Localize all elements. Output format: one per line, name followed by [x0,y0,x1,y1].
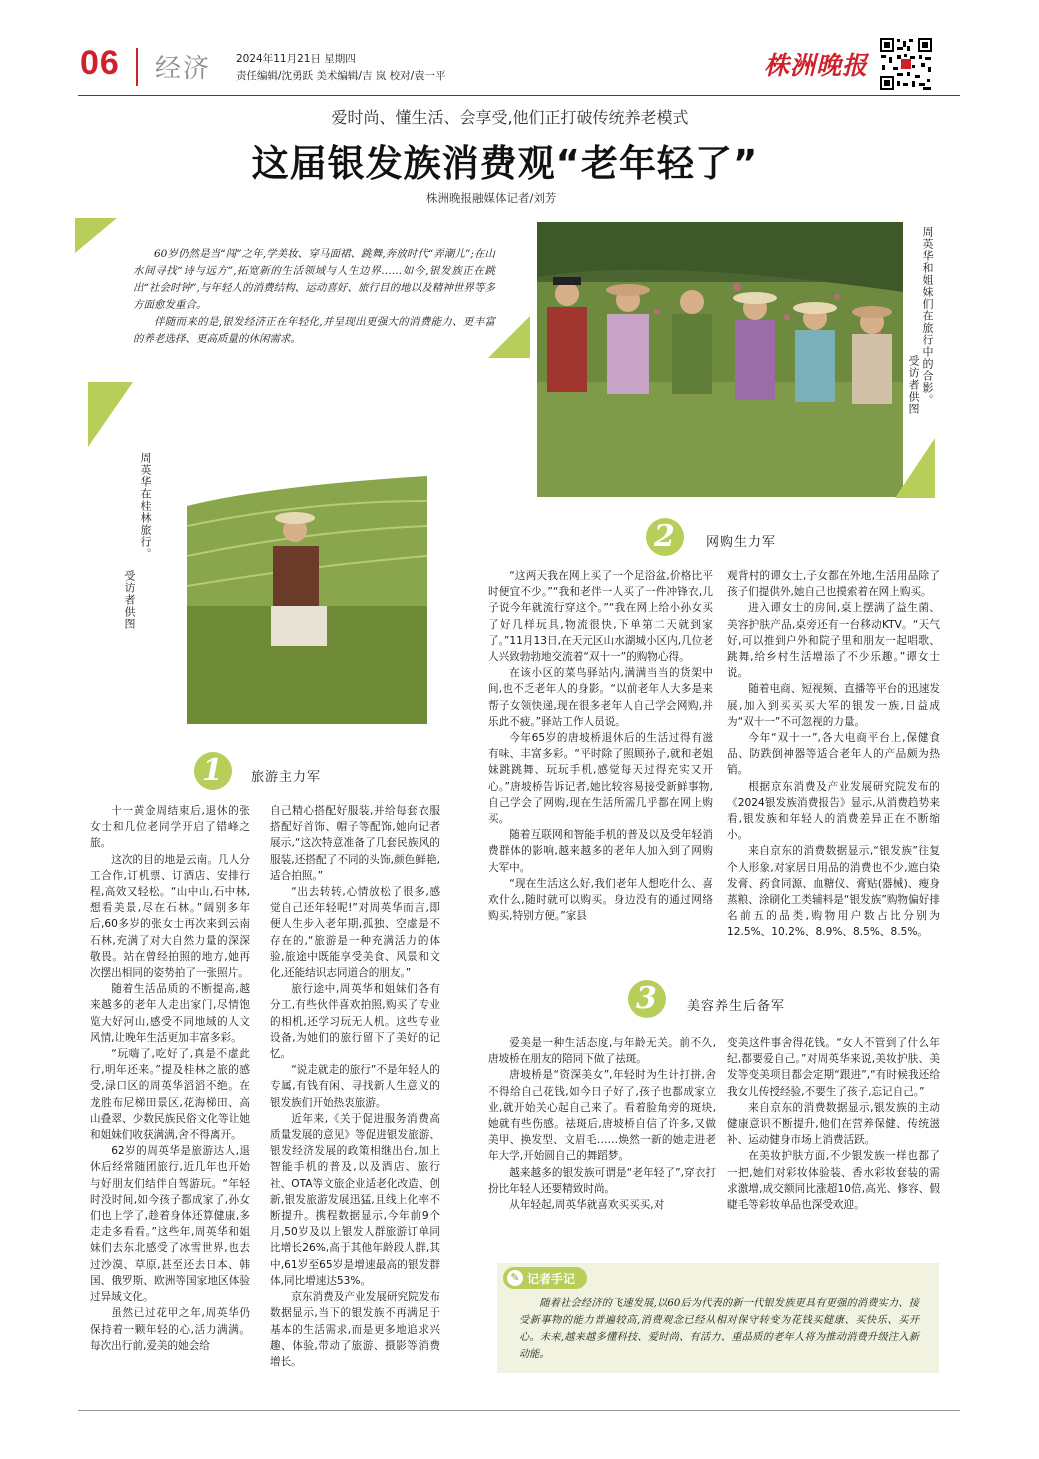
paragraph: 来自京东的消费数据显示,“银发族”往复个人形象,对家居日用品的消费也不少,遮白染发膏、药食同源、血糖仪、膏贴(器械)、瘦身蒸粮、涂刷化工类辅料是“银发族”购物偏好排名前五的品类,购物用户数占比分别为12.5%、10.2%、8.9%、8.5%、8.5%。 [727,845,940,939]
column-6 [727,1035,940,1213]
paragraph: 旅行途中,周英华和姐妹们各有分工,有些伙伴喜欢拍照,购买了专业的相机,还学习玩无人机。这些专业设备,为她们的旅行留下了美好的记忆。 [270,983,440,1061]
paragraph: “说走就走的旅行”不是年轻人的专属,有钱有闲、寻找新人生意义的银发族们开始热衷旅游。 [270,1064,440,1109]
paragraph: 今年65岁的唐坡桥退休后的生活过得有滋有味、丰富多彩。“平时除了照顾孙子,就和老姐妹跳跳舞、玩玩手机,感觉每天过得充实又开心。”唐坡桥告诉记者,她比较容易接受新鲜事物,自己学会了网购,现在生活所需几乎都在网上购买。 [488,732,713,826]
paragraph: 这次的目的地是云南。几人分工合作,订机票、订酒店、安排行程,高效又轻松。“山中山,石中林,想看美景,尽在石林。”阔别多年后,60多岁的张女士再次来到云南石林,充满了对大自然力量的深深敬畏。站在曾经拍照的地方,她再次摆出相同的姿势拍了一张照片。 [90,853,250,980]
pen-icon: ✎ [507,1270,523,1286]
section-name: 经济 [155,54,212,84]
left-photo-credit: 受访者供图 [123,570,136,630]
issue-date: 2024年11月21日 星期四 [236,53,356,65]
group-photo [537,222,903,497]
caption-corner [88,382,133,451]
intro-box [75,218,530,358]
column-1 [90,803,250,1354]
byline: 株洲晚报融媒体记者/刘芳 [426,191,557,205]
paragraph: 十一黄金周结束后,退休的张女士和几位老同学开启了错峰之旅。 [90,805,250,850]
column-4 [727,568,940,941]
header-rule [78,95,960,96]
section-1-title: 旅游主力军 [251,770,322,785]
left-photo-caption: 周英华在桂林旅行。 [139,452,152,560]
right-photo-caption: 周英华和姐妹们在旅行中的合影。 [921,226,934,406]
page-number: 06 [80,44,120,82]
qr-code[interactable] [879,37,933,91]
paragraph: 唐坡桥是“资深美女”,年轻时为生计打拼,舍不得给自己花钱,如今日子好了,孩子也都成家立业,就开始关心起自己来了。看着脸角旁的斑块,她就有些伤感。祛斑后,唐坡桥自信了许多,又做美甲、换发型、文眉毛……焕然一新的她走进老年大学,开始圆自己的舞蹈梦。 [488,1069,716,1163]
notes-label-tab [503,1267,587,1289]
paragraph: 在该小区的菜鸟驿站内,满满当当的货架中间,也不乏老年人的身影。“以前老年人大多是来帮子女领快递,现在很多老年人自己学会网购,并乐此不疲。”驿站工作人员说。 [488,667,713,728]
headline-kicker: 爱时尚、懂生活、会享受,他们正打破传统养老模式 [331,108,689,127]
paragraph: 京东消费及产业发展研究院发布数据显示,当下的银发族不再满足于基本的生活需求,而是更多地追求兴趣、体验,带动了旅游、摄影等消费增长。 [270,1291,440,1368]
intro-paragraph: 伴随而来的是,银发经济正在年轻化,并呈现出更强大的消费能力、更丰富的养老选择、更高质量的休闲需求。 [133,316,495,345]
paragraph: 在美妆护肤方面,不少银发族一样也都了一把,她们对彩妆体验装、香水彩妆套装的需求激增,成交额同比涨超10倍,高光、修容、假睫毛等彩妆单品也深受欢迎。 [727,1150,940,1212]
paragraph: 随着电商、短视频、直播等平台的迅速发展,加入到买买买大军的银发一族,日益成为“双十一”不可忽视的力量。 [727,683,940,728]
paragraph: 越来越多的银发族可谓是“老年轻了”,穿衣打扮比年轻人还要精致时尚。 [488,1166,716,1195]
paragraph: 自己精心搭配好服装,并给每套衣服搭配好首饰、帽子等配饰,她向记者展示,“这次特意准备了几套民族风的服装,还搭配了不同的头饰,颜色鲜艳,适合拍照。” [270,805,440,882]
paragraph: 随着互联网和智能手机的普及以及受年轻消费群体的影响,越来越多的老年人加入到了网购大军中。 [488,829,713,874]
header-divider [136,48,138,86]
paragraph: 观背村的谭女士,子女都在外地,生活用品除了孩子们提供外,她自己也摸索着在网上购买。 [727,570,940,599]
headline-title: 这届银发族消费观“老年轻了” [251,142,759,185]
paragraph: “出去转转,心情放松了很多,感觉自己还年轻呢!”对周英华而言,即便人生步入老年期,孤独、空虚是不存在的,“旅游是一种充满活力的体验,旅途中既能享受美食、风景和文化,还能结识志同道合的朋友。” [270,886,440,980]
notes-label: 记者手记 [527,1272,576,1286]
footer-rule [78,1410,960,1411]
paragraph: “这两天我在网上买了一个足浴盆,价格比平时便宜不少。”“我和老伴一人买了一件冲锋衣,儿子说今年就流行穿这个。”“我在网上给小孙女买了好几样玩具,物流很快,下单第二天就到家了。”11月13日,在天元区山水湖城小区内,几位老人兴致勃勃地交流着“双十一”的购物心得。 [488,570,713,664]
paragraph: 来自京东的消费数据显示,银发族的主动健康意识不断提升,他们在营养保健、传统滋补、运动健身市场上消费活跃。 [727,1101,940,1147]
paragraph: 近年来,《关于促进服务消费高质量发展的意见》等促进银发旅游、银发经济发展的政策相继出台,加上智能手机的普及,以及酒店、旅行社、OTA等文旅企业适老化改造、创新,银发旅游发展迅猛,且线上化率不断提升。携程数据显示,今年前9个月,50岁及以上银发人群旅游订单同比增长26%,高于其他年龄段人群,其中,61岁至65岁是增速最高的银发群体,同比增速达53%。 [270,1112,440,1287]
intro-paragraph: 60岁仍然是当“闯”之年,学美妆、穿马面裙、跳舞,奔放时代“弄潮儿”;在山水间寻找“诗与远方”,拓宽新的生活领域与人生边界……如今,银发族正在跳出“社会时钟”,与年轻人的消费结构、运动喜好、旅行目的地以及精神世界等多方面愈发重合。 [133,248,495,311]
caption-corner [895,438,935,502]
paragraph: “现在生活这么好,我们老年人想吃什么、喜欢什么,随时就可以购买。身边没有的通过网络购买,特别方便。”家县 [488,877,713,923]
paragraph: 随着生活品质的不断提高,越来越多的老年人走出家门,尽情饱览大好河山,感受不同地域的人文风情,让晚年生活更加丰富多彩。 [90,983,250,1044]
paragraph: 62岁的周英华是旅游达人,退休后经常随团旅行,近几年也开始与好朋友们结伴自驾游玩。“年轻时没时间,如今孩子都成家了,孙女们也上学了,趁着身体还算健康,多走走多看看。”这些年,周英华和姐妹们去东北感受了冰雪世界,也去过沙漠、草原,甚至还去日本、韩国、俄罗斯、欧洲等国家地区体验过异域文化。 [90,1145,250,1304]
paragraph: 变美这件事舍得花钱。“女人不管到了什么年纪,都要爱自己。”对周英华来说,美妆护肤、美发等变美项目都会定期“跟进”,“有时候我还给我女儿传授经验,不要生了孩子,忘记自己。” [727,1037,940,1098]
section-1-badge: 1 [194,752,238,792]
section-2-title: 网购生力军 [706,535,777,550]
column-3 [488,568,713,924]
column-2 [270,803,440,1370]
paragraph: 根据京东消费及产业发展研究院发布的《2024银发族消费报告》显示,从消费趋势来看,银发族和年轻人的消费差异正在不断缩小。 [727,780,940,842]
reporter-notes-box [497,1263,939,1373]
column-5 [488,1035,716,1213]
section-3-title: 美容养生后备军 [687,999,786,1014]
section-3-badge: 3 [628,980,672,1020]
notes-text: 随着社会经济的飞速发展,以60后为代表的新一代银发族更具有更强的消费实力、接受新事物的能力普遍较高,消费观念已经从相对保守转变为花钱买健康、买快乐、买开心。未来,越来越多懂科技、爱时尚、有活力、重品质的老年人将为推动消费升级注入新动能。 [519,1298,919,1360]
newspaper-logo: 株洲晚报 [764,51,869,80]
right-photo-credit: 受访者供图 [907,355,920,415]
paragraph: 进入谭女士的房间,桌上摆满了益生菌、美容护肤产品,桌旁还有一台移动KTV。“天气好,可以推到户外和院子里和朋友一起唱歌、跳舞,给乡村生活增添了不少乐趣。”谭女士说。 [727,602,940,680]
paragraph: 爱美是一种生活态度,与年龄无关。前不久,唐坡桥在朋友的陪同下做了祛斑。 [488,1037,716,1066]
paragraph: 今年“双十一”,各大电商平台上,保健食品、防跌倒神器等适合老年人的产品颇为热销。 [727,732,940,777]
terrace-photo [187,406,427,724]
section-2-badge: 2 [646,518,690,558]
paragraph: 虽然已过花甲之年,周英华仍保持着一颗年轻的心,活力满满。每次出行前,爱美的她会给 [90,1307,250,1352]
paragraph: 从年轻起,周英华就喜欢买买买,对 [509,1199,665,1212]
paragraph: “玩嗨了,吃好了,真是不虚此行,明年还来。”提及桂林之旅的感受,渌口区的周英华滔滔不绝。在龙胜布尼梯田景区,花海梯田、高山叠翠、少数民族民俗文化等让她和姐妹们收获满满,舍不得离开。 [90,1048,250,1142]
editors-line: 责任编辑/沈勇跃 美术编辑/吉 岚 校对/袁一平 [236,70,446,82]
